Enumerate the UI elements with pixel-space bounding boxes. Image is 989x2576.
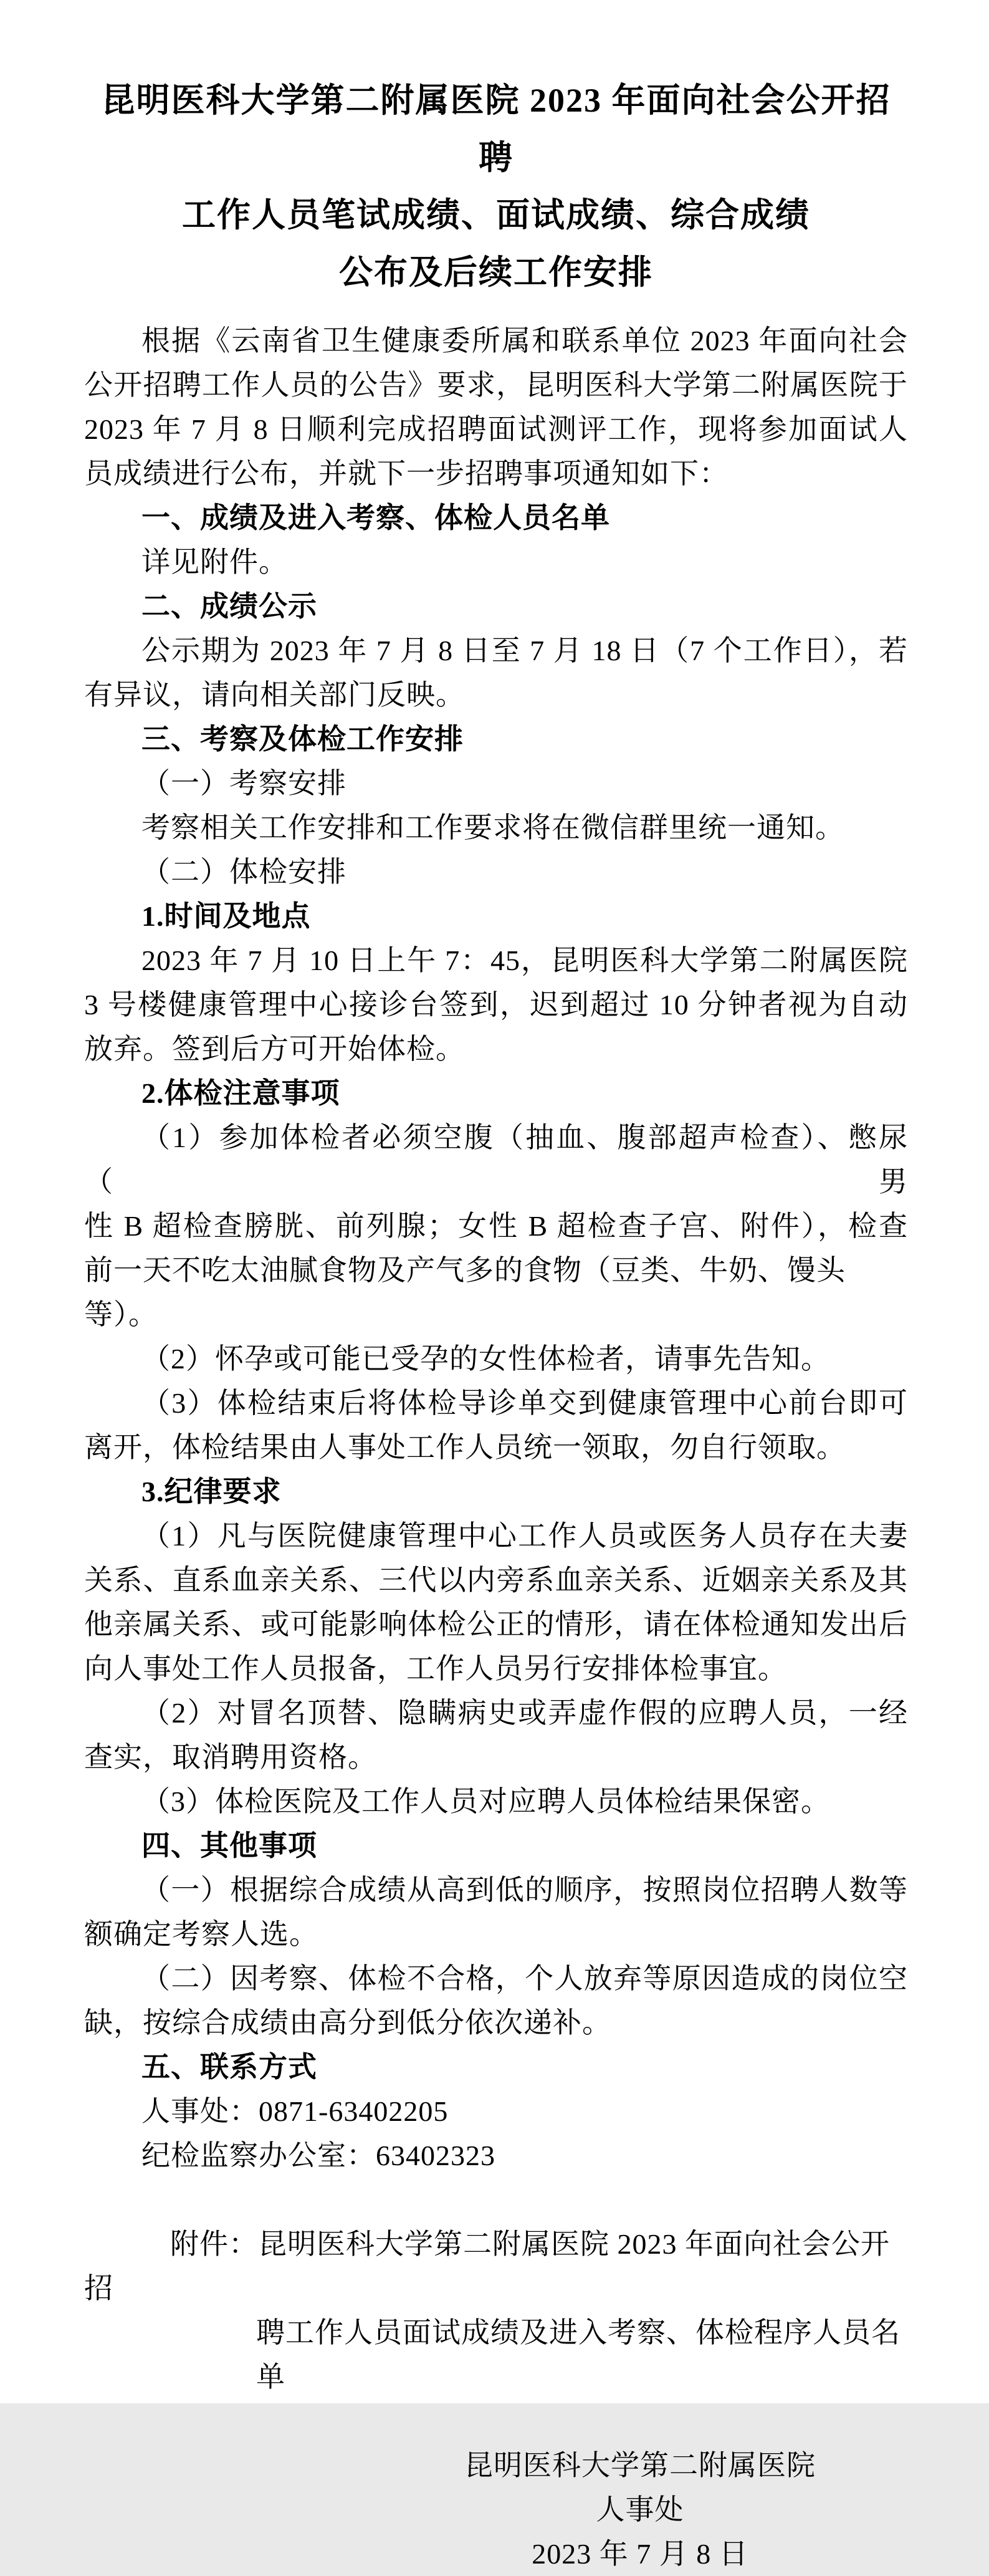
document-line: 他亲属关系、或可能影响体检公正的情形，请在体检通知发出后: [84, 1608, 908, 1640]
document-line: 根据《云南省卫生健康委所属和联系单位 2023 年面向社会: [141, 325, 908, 357]
document-body: [84, 319, 908, 2443]
document-title: [84, 72, 908, 301]
document-line: 2.体检注意事项: [141, 1077, 340, 1109]
document-line: （3）体检医院及工作人员对应聘人员体检结果保密。: [141, 1785, 830, 1817]
document-line: 二、成绩公示: [141, 590, 317, 622]
signature-block: [434, 2443, 846, 2576]
document-title-line: 工作人员笔试成绩、面试成绩、综合成绩: [182, 196, 810, 234]
blank-line: [84, 2399, 908, 2443]
document-line: 3.纪律要求: [141, 1476, 282, 1507]
document-line: 公示期为 2023 年 7 月 8 日至 7 月 18 日（7 个工作日），若: [141, 635, 908, 666]
document-line: （3）体检结束后将体检导诊单交到健康管理中心前台即可: [141, 1387, 908, 1419]
document-line: 查实，取消聘用资格。: [84, 1741, 377, 1773]
document-line: 缺，按综合成绩由高分到低分依次递补。: [84, 2007, 611, 2039]
document-line: 有异议，请向相关部门反映。: [84, 679, 465, 711]
document-line: 公开招聘工作人员的公告》要求，昆明医科大学第二附属医院于: [84, 369, 908, 401]
document-line: （二）体检安排: [141, 856, 346, 888]
document-line: 离开，体检结果由人事处工作人员统一领取，勿自行领取。: [84, 1431, 846, 1463]
document-line: 关系、直系血亲关系、三代以内旁系血亲关系、近姻亲关系及其: [84, 1564, 908, 1596]
document-line: （一）考察安排: [141, 767, 346, 799]
document-line: 3 号楼健康管理中心接诊台签到，迟到超过 10 分钟者视为自动: [84, 989, 908, 1021]
document-line: （一）根据综合成绩从高到低的顺序，按照岗位招聘人数等: [141, 1874, 908, 1906]
document-line: 聘工作人员面试成绩及进入考察、体检程序人员名: [256, 2317, 901, 2348]
document-line: 四、其他事项: [141, 1829, 317, 1862]
document-line: （2）怀孕或可能已受孕的女性体检者，请事先告知。: [141, 1343, 830, 1375]
document-line: 1.时间及地点: [141, 900, 311, 932]
document-line: 单: [256, 2361, 285, 2393]
document-line: 额确定考察人选。: [84, 1918, 318, 1950]
document-title-line: 公布及后续工作安排: [339, 254, 653, 291]
document-line: 2023 年 7 月 10 日上午 7：45，昆明医科大学第二附属医院: [141, 944, 908, 976]
document-line: 2023 年 7 月 8 日顺利完成招聘面试测评工作，现将参加面试人: [84, 413, 908, 445]
document-line: 一、成绩及进入考察、体检人员名单: [141, 501, 610, 534]
document-line: （二）因考察、体检不合格，个人放弃等原因造成的岗位空: [141, 1963, 908, 1994]
document-title-line: 昆明医科大学第二附属医院 2023 年面向社会公开招聘: [101, 82, 891, 176]
document-line: （2）对冒名顶替、隐瞒病史或弄虚作假的应聘人员，一经: [141, 1697, 908, 1729]
document-line: 性 B 超检查膀胱、前列腺；女性 B 超检查子宫、附件），检查: [84, 1210, 908, 1242]
signature-organization: 昆明医科大学第二附属医院: [464, 2449, 816, 2481]
document-line: 员成绩进行公布，并就下一步招聘事项通知如下：: [84, 458, 729, 489]
signature-department: 人事处: [596, 2494, 684, 2526]
document-line: 前一天不吃太油腻食物及产气多的食物（豆类、牛奶、馒头等）。: [84, 1254, 846, 1330]
signature-date: 2023 年 7 月 8 日: [532, 2538, 748, 2570]
document-line: （1）参加体检者必须空腹（抽血、腹部超声检查）、憋尿（男: [84, 1122, 908, 1198]
document-line: 放弃。签到后方可开始体检。: [84, 1033, 465, 1065]
document-line: 向人事处工作人员报备，工作人员另行安排体检事宜。: [84, 1653, 787, 1684]
document-line: 五、联系方式: [141, 2050, 317, 2083]
document-line: 附件：昆明医科大学第二附属医院 2023 年面向社会公开招: [84, 2228, 890, 2304]
blank-line: [84, 2178, 908, 2222]
document-line: （1）凡与医院健康管理中心工作人员或医务人员存在夫妻: [141, 1520, 908, 1552]
document-line: 人事处：0871-63402205: [141, 2095, 449, 2127]
document-line: 考察相关工作安排和工作要求将在微信群里统一通知。: [141, 812, 844, 843]
document-line: 三、考察及体检工作安排: [141, 723, 464, 755]
document-line: 详见附件。: [141, 546, 288, 578]
document-line: 纪检监察办公室：63402323: [141, 2140, 495, 2171]
